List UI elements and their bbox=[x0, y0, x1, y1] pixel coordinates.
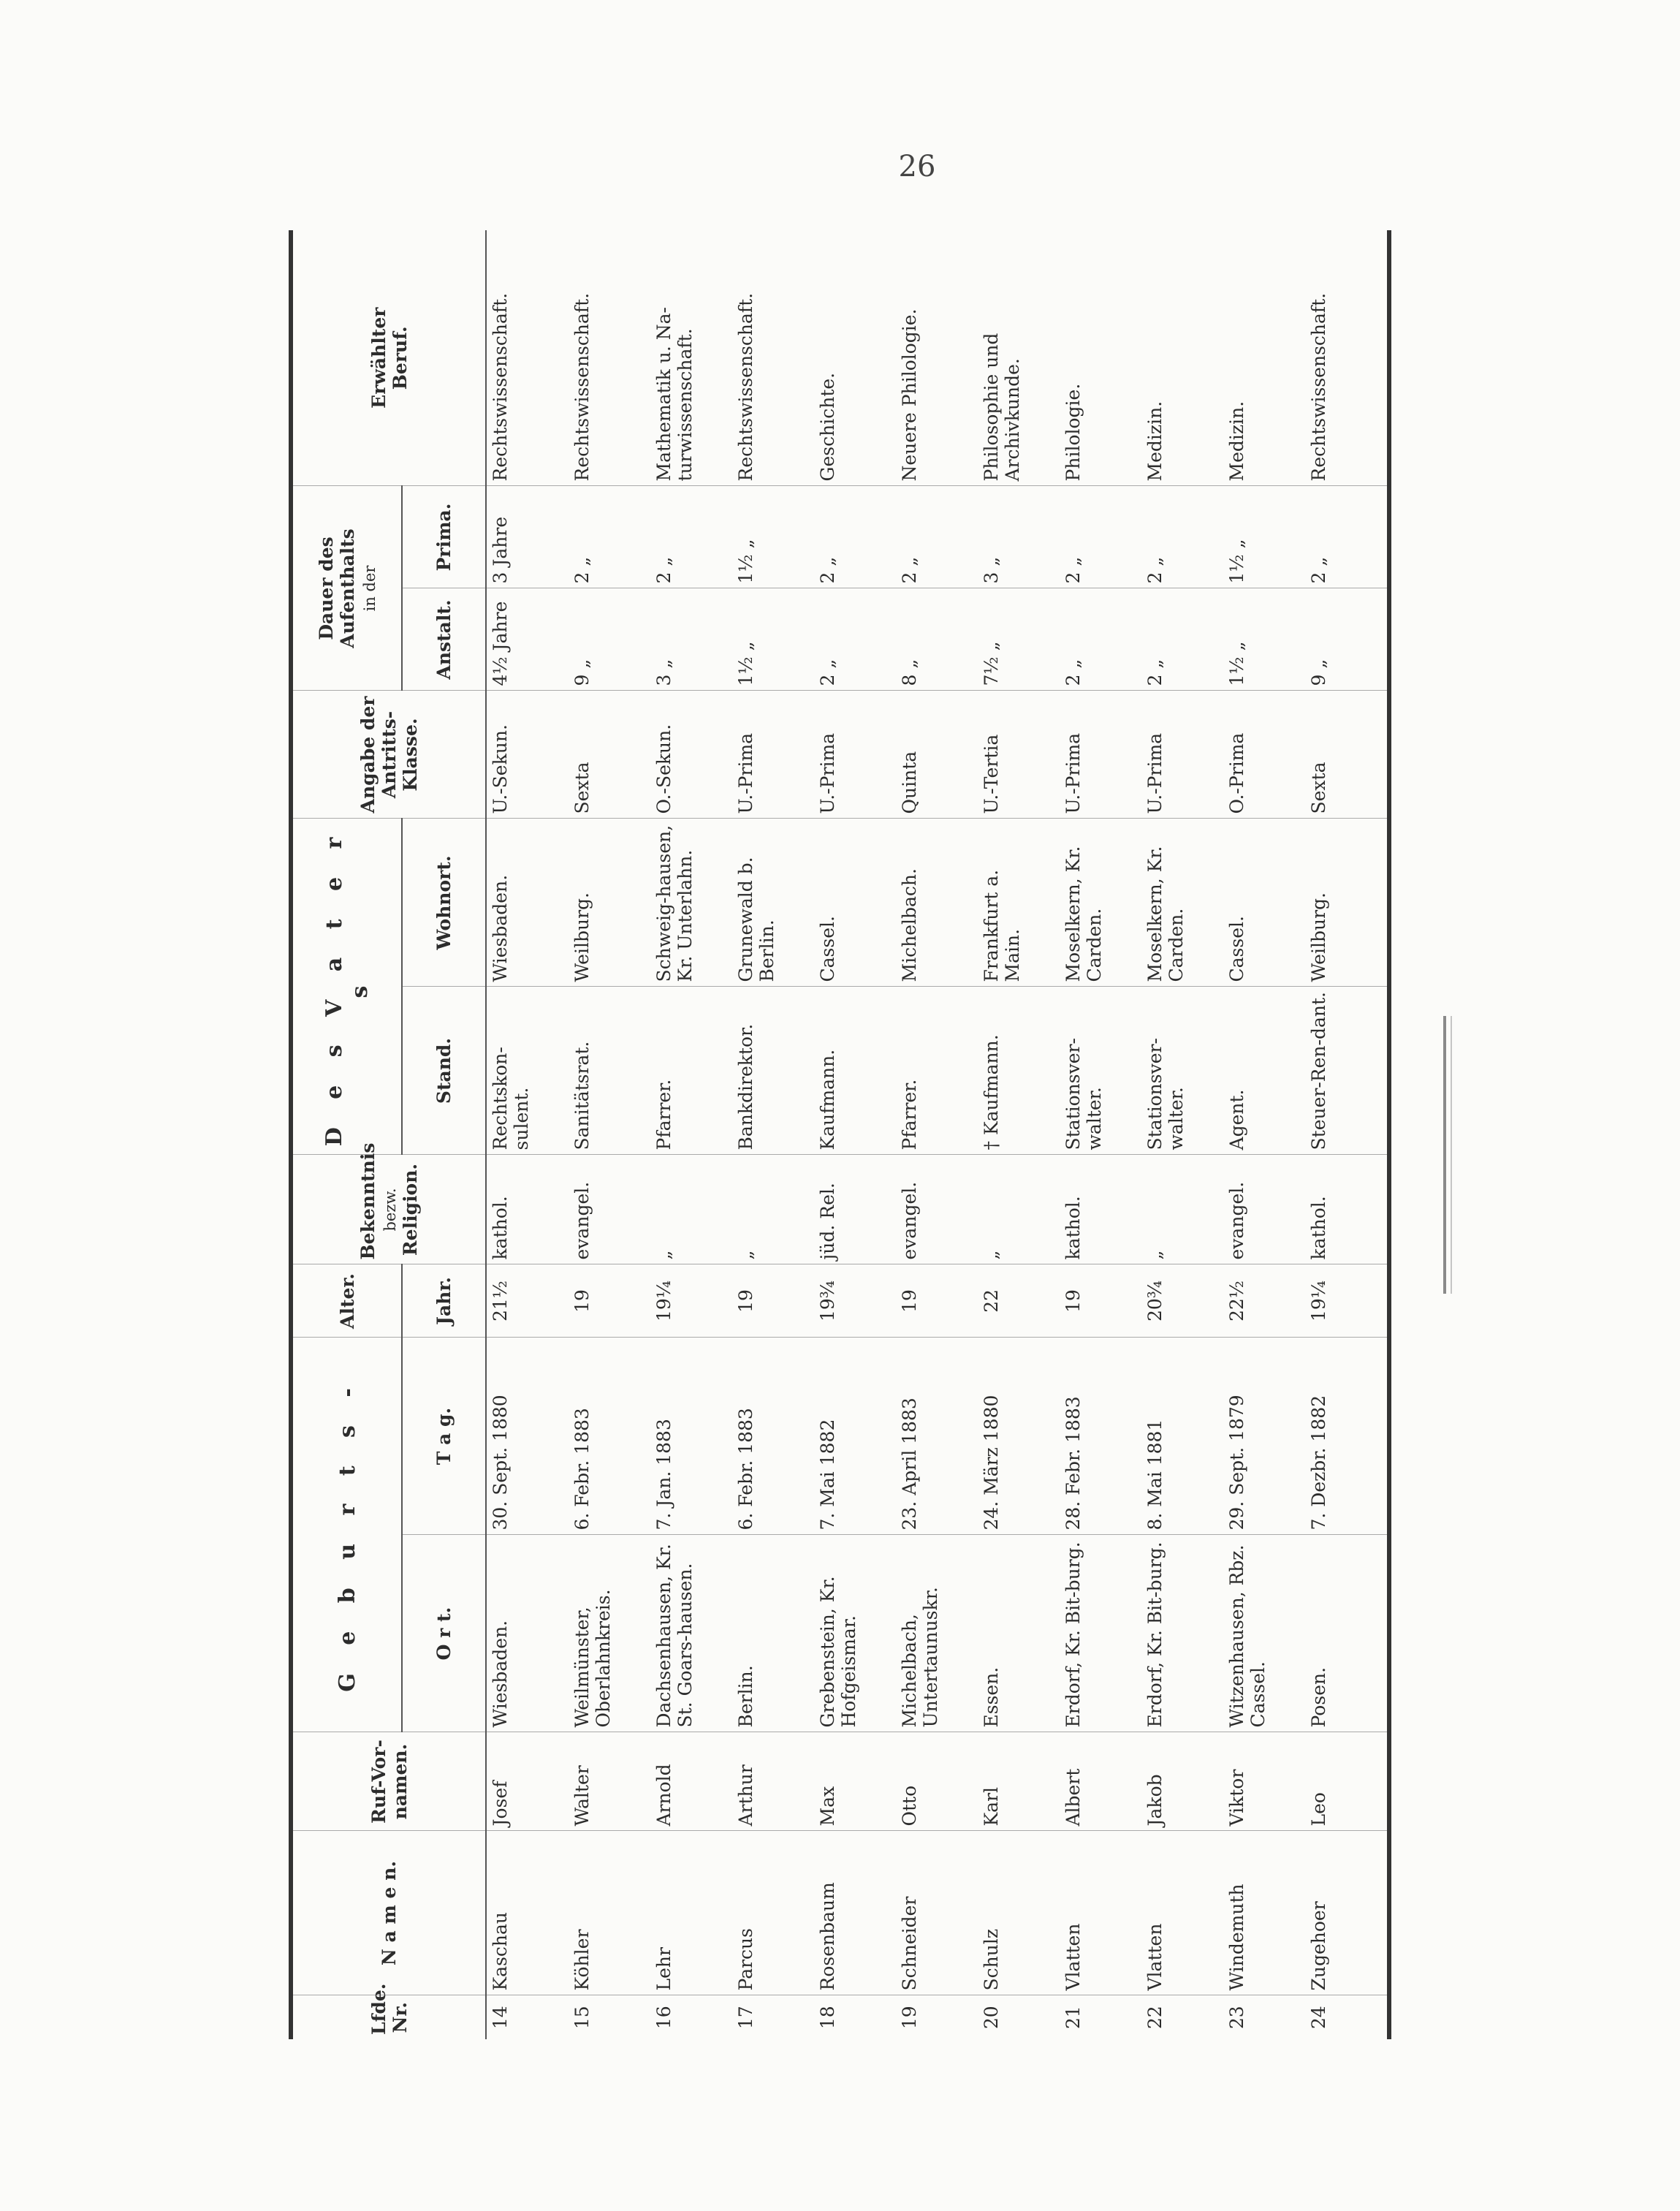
row-ort: Weilmünster, Oberlahnkreis. bbox=[569, 1535, 650, 1732]
row-nr: 16 bbox=[653, 2006, 674, 2030]
row-religion: kathol. bbox=[1060, 1155, 1141, 1264]
row-nr: 21 bbox=[1063, 2006, 1084, 2030]
header-religion-label: Religion. bbox=[400, 1163, 421, 1256]
table-row bbox=[486, 230, 569, 2039]
row-beruf: Rechtswissenschaft. bbox=[1305, 230, 1389, 486]
row-klasse: U.-Prima bbox=[1141, 691, 1223, 819]
row-prima: 3 „ bbox=[978, 486, 1060, 588]
row-religion: kathol. bbox=[486, 1155, 569, 1264]
table-row bbox=[1305, 230, 1389, 2039]
table-row bbox=[896, 230, 978, 2039]
row-nr: 22 bbox=[1144, 2006, 1166, 2030]
header-rufnamen: Ruf-Vor-namen. bbox=[291, 1732, 486, 1831]
header-prima: Prima. bbox=[402, 486, 486, 588]
row-tag: 23. April 1883 bbox=[896, 1338, 978, 1535]
row-name: Schulz bbox=[978, 1831, 1060, 1995]
row-vorname: Arthur bbox=[732, 1732, 814, 1831]
row-vorname: Walter bbox=[569, 1732, 650, 1831]
row-prima: 2 „ bbox=[650, 486, 732, 588]
row-alter: 19¼ bbox=[1305, 1264, 1389, 1338]
row-beruf: Philologie. bbox=[1060, 230, 1141, 486]
row-stand: Bankdirektor. bbox=[732, 987, 814, 1155]
row-religion: evangel. bbox=[1223, 1155, 1305, 1264]
row-ort: Witzenhausen, Rbz. Cassel. bbox=[1223, 1535, 1305, 1732]
row-tag: 6. Febr. 1883 bbox=[569, 1338, 650, 1535]
row-vorname: Albert bbox=[1060, 1732, 1141, 1831]
row-klasse: U.-Prima bbox=[1060, 691, 1141, 819]
row-beruf: Philosophie und Archivkunde. bbox=[978, 230, 1060, 486]
row-vorname: Leo bbox=[1305, 1732, 1389, 1831]
row-stand: Stationsver-walter. bbox=[1060, 987, 1141, 1155]
row-prima: 2 „ bbox=[569, 486, 650, 588]
row-alter: 19 bbox=[732, 1264, 814, 1338]
table-row bbox=[732, 230, 814, 2039]
row-wohnort: Moselkern, Kr. Carden. bbox=[1141, 819, 1223, 987]
table-row bbox=[650, 230, 732, 2039]
row-alter: 22 bbox=[978, 1264, 1060, 1338]
row-nr: 20 bbox=[981, 2006, 1002, 2030]
header-beruf bbox=[291, 230, 486, 486]
row-beruf: Rechtswissenschaft. bbox=[732, 230, 814, 486]
row-tag: 30. Sept. 1880 bbox=[486, 1338, 569, 1535]
header-ort: O r t. bbox=[402, 1535, 486, 1732]
row-nr: 19 bbox=[899, 2006, 920, 2030]
row-klasse: O.-Sekun. bbox=[650, 691, 732, 819]
page-number: 26 bbox=[898, 150, 936, 183]
row-klasse: U.-Sekun. bbox=[486, 691, 569, 819]
header-angabe: Angabe der Antritts-Klasse. bbox=[291, 691, 486, 819]
row-anstalt: 2 „ bbox=[814, 588, 896, 691]
row-nr: 15 bbox=[571, 2006, 593, 2030]
row-wohnort: Weilburg. bbox=[1305, 819, 1389, 987]
row-wohnort: Schweig-hausen, Kr. Unterlahn. bbox=[650, 819, 732, 987]
row-alter: 22½ bbox=[1223, 1264, 1305, 1338]
row-alter: 19 bbox=[569, 1264, 650, 1338]
student-register-table bbox=[289, 230, 1391, 2039]
row-beruf: Medizin. bbox=[1223, 230, 1305, 486]
row-ort: Grebenstein, Kr. Hofgeismar. bbox=[814, 1535, 896, 1732]
row-tag: 29. Sept. 1879 bbox=[1223, 1338, 1305, 1535]
row-klasse: Quinta bbox=[896, 691, 978, 819]
row-alter: 19¼ bbox=[650, 1264, 732, 1338]
row-wohnort: Grunewald b. Berlin. bbox=[732, 819, 814, 987]
row-ort: Wiesbaden. bbox=[486, 1535, 569, 1732]
table-row bbox=[814, 230, 896, 2039]
header-bekenntnis-label: Bekenntnis bbox=[357, 1142, 379, 1260]
row-stand: Kaufmann. bbox=[814, 987, 896, 1155]
row-anstalt: 2 „ bbox=[1141, 588, 1223, 691]
row-tag: 7. Mai 1882 bbox=[814, 1338, 896, 1535]
row-alter: 19 bbox=[1060, 1264, 1141, 1338]
row-ort: Dachsenhausen, Kr. St. Goars-hausen. bbox=[650, 1535, 732, 1732]
row-wohnort: Frankfurt a. Main. bbox=[978, 819, 1060, 987]
end-rule-shadow bbox=[1451, 1016, 1452, 1294]
row-beruf: Neuere Philologie. bbox=[896, 230, 978, 486]
row-vorname: Otto bbox=[896, 1732, 978, 1831]
header-anstalt: Anstalt. bbox=[402, 588, 486, 691]
row-name: Köhler bbox=[569, 1831, 650, 1995]
row-ort: Michelbach, Untertaunuskr. bbox=[896, 1535, 978, 1732]
header-beruf-label: Beruf. bbox=[389, 326, 411, 390]
row-tag: 28. Febr. 1883 bbox=[1060, 1338, 1141, 1535]
header-stand: Stand. bbox=[402, 987, 486, 1155]
header-des-vaters: D e s V a t e r s bbox=[291, 819, 402, 1155]
row-klasse: U.-Prima bbox=[732, 691, 814, 819]
row-klasse: Sexta bbox=[1305, 691, 1389, 819]
row-vorname: Arnold bbox=[650, 1732, 732, 1831]
row-vorname: Josef bbox=[486, 1732, 569, 1831]
header-geburts: G e b u r t s - bbox=[291, 1338, 402, 1732]
row-stand: Sanitätsrat. bbox=[569, 987, 650, 1155]
row-prima: 3 Jahre bbox=[486, 486, 569, 588]
row-stand: Steuer-Ren-dant. bbox=[1305, 987, 1389, 1155]
row-tag: 7. Dezbr. 1882 bbox=[1305, 1338, 1389, 1535]
rotated-table-wrapper bbox=[289, 230, 1385, 2039]
row-klasse: O.-Prima bbox=[1223, 691, 1305, 819]
header-lfd-nr: Lfde. Nr. bbox=[291, 1995, 486, 2039]
end-rule bbox=[1443, 1016, 1446, 1294]
row-tag: 7. Jan. 1883 bbox=[650, 1338, 732, 1535]
header-dauer-label: Dauer des Aufenthalts bbox=[315, 528, 358, 648]
row-tag: 6. Febr. 1883 bbox=[732, 1338, 814, 1535]
row-religion: „ bbox=[1141, 1155, 1223, 1264]
row-name: Vlatten bbox=[1141, 1831, 1223, 1995]
row-name: Vlatten bbox=[1060, 1831, 1141, 1995]
row-klasse: U.-Prima bbox=[814, 691, 896, 819]
row-nr: 18 bbox=[817, 2006, 838, 2030]
row-stand: Agent. bbox=[1223, 987, 1305, 1155]
row-anstalt: 7½ „ bbox=[978, 588, 1060, 691]
row-ort: Essen. bbox=[978, 1535, 1060, 1732]
row-beruf: Rechtswissenschaft. bbox=[486, 230, 569, 486]
row-wohnort: Michelbach. bbox=[896, 819, 978, 987]
row-vorname: Viktor bbox=[1223, 1732, 1305, 1831]
header-erwaehlter-label: Erwählter bbox=[368, 307, 389, 409]
row-name: Rosenbaum bbox=[814, 1831, 896, 1995]
row-wohnort: Cassel. bbox=[814, 819, 896, 987]
row-alter: 19¾ bbox=[814, 1264, 896, 1338]
row-vorname: Max bbox=[814, 1732, 896, 1831]
row-anstalt: 8 „ bbox=[896, 588, 978, 691]
row-nr: 23 bbox=[1226, 2006, 1247, 2030]
row-prima: 1½ „ bbox=[732, 486, 814, 588]
row-name: Windemuth bbox=[1223, 1831, 1305, 1995]
row-beruf: Mathematik u. Na-turwissenschaft. bbox=[650, 230, 732, 486]
row-anstalt: 2 „ bbox=[1060, 588, 1141, 691]
row-klasse: Sexta bbox=[569, 691, 650, 819]
row-religion: „ bbox=[650, 1155, 732, 1264]
header-alter: Alter. bbox=[291, 1264, 402, 1338]
header-tag: T a g. bbox=[402, 1338, 486, 1535]
row-prima: 1½ „ bbox=[1223, 486, 1305, 588]
table-row bbox=[1141, 230, 1223, 2039]
row-prima: 2 „ bbox=[1305, 486, 1389, 588]
row-tag: 8. Mai 1881 bbox=[1141, 1338, 1223, 1535]
row-name: Zugehoer bbox=[1305, 1831, 1389, 1995]
row-religion: kathol. bbox=[1305, 1155, 1389, 1264]
row-wohnort: Wiesbaden. bbox=[486, 819, 569, 987]
row-vorname: Jakob bbox=[1141, 1732, 1223, 1831]
row-stand: Rechtskon-sulent. bbox=[486, 987, 569, 1155]
row-anstalt: 4½ Jahre bbox=[486, 588, 569, 691]
row-religion: evangel. bbox=[569, 1155, 650, 1264]
row-anstalt: 9 „ bbox=[569, 588, 650, 691]
row-alter: 20¾ bbox=[1141, 1264, 1223, 1338]
row-alter: 21½ bbox=[486, 1264, 569, 1338]
row-name: Parcus bbox=[732, 1831, 814, 1995]
row-stand: Pfarrer. bbox=[650, 987, 732, 1155]
header-in-der-label: in der bbox=[360, 565, 379, 612]
table-row bbox=[1223, 230, 1305, 2039]
row-wohnort: Weilburg. bbox=[569, 819, 650, 987]
row-beruf: Rechtswissenschaft. bbox=[569, 230, 650, 486]
table-row bbox=[569, 230, 650, 2039]
header-namen: N a m e n. bbox=[291, 1831, 486, 1995]
header-jahr: Jahr. bbox=[402, 1264, 486, 1338]
row-name: Kaschau bbox=[486, 1831, 569, 1995]
row-stand: Stationsver-walter. bbox=[1141, 987, 1223, 1155]
row-name: Schneider bbox=[896, 1831, 978, 1995]
row-beruf: Geschichte. bbox=[814, 230, 896, 486]
row-tag: 24. März 1880 bbox=[978, 1338, 1060, 1535]
table-row bbox=[1060, 230, 1141, 2039]
row-religion: „ bbox=[978, 1155, 1060, 1264]
row-stand: Pfarrer. bbox=[896, 987, 978, 1155]
row-nr: 14 bbox=[490, 2006, 511, 2030]
row-anstalt: 9 „ bbox=[1305, 588, 1389, 691]
row-anstalt: 1½ „ bbox=[732, 588, 814, 691]
row-prima: 2 „ bbox=[814, 486, 896, 588]
row-ort: Posen. bbox=[1305, 1535, 1389, 1732]
header-bezw-label: bezw. bbox=[381, 1188, 399, 1232]
row-stand: † Kaufmann. bbox=[978, 987, 1060, 1155]
row-ort: Erdorf, Kr. Bit-burg. bbox=[1060, 1535, 1141, 1732]
row-religion: „ bbox=[732, 1155, 814, 1264]
row-beruf: Medizin. bbox=[1141, 230, 1223, 486]
row-prima: 2 „ bbox=[1141, 486, 1223, 588]
header-bekenntnis bbox=[291, 1142, 486, 1264]
row-name: Lehr bbox=[650, 1831, 732, 1995]
row-wohnort: Moselkern, Kr. Carden. bbox=[1060, 819, 1141, 987]
row-nr: 17 bbox=[735, 2006, 756, 2030]
table-row bbox=[978, 230, 1060, 2039]
row-prima: 2 „ bbox=[896, 486, 978, 588]
row-prima: 2 „ bbox=[1060, 486, 1141, 588]
row-vorname: Karl bbox=[978, 1732, 1060, 1831]
row-ort: Berlin. bbox=[732, 1535, 814, 1732]
row-ort: Erdorf, Kr. Bit-burg. bbox=[1141, 1535, 1223, 1732]
header-wohnort: Wohnort. bbox=[402, 819, 486, 987]
row-wohnort: Cassel. bbox=[1223, 819, 1305, 987]
row-religion: jüd. Rel. bbox=[814, 1155, 896, 1264]
row-nr: 24 bbox=[1308, 2006, 1329, 2030]
row-alter: 19 bbox=[896, 1264, 978, 1338]
row-religion: evangel. bbox=[896, 1155, 978, 1264]
row-anstalt: 1½ „ bbox=[1223, 588, 1305, 691]
row-anstalt: 3 „ bbox=[650, 588, 732, 691]
header-dauer bbox=[291, 486, 402, 691]
row-klasse: U.-Tertia bbox=[978, 691, 1060, 819]
